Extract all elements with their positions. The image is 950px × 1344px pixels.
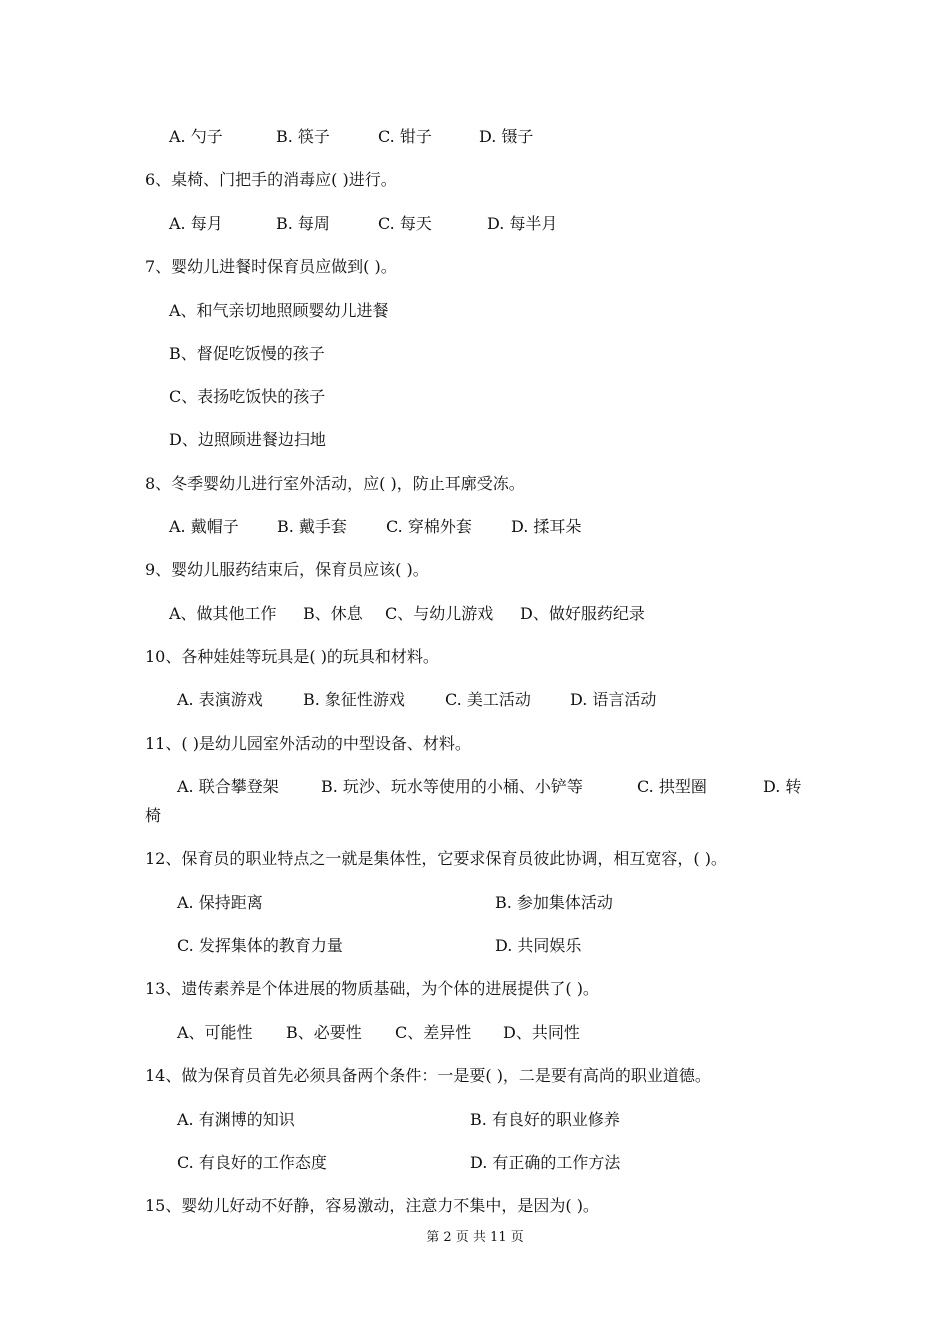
question-stem: 8、冬季婴幼儿进行室外活动，应( )，防止耳廓受冻。 (145, 474, 525, 493)
option-b: B. 筷子 (276, 127, 330, 146)
option-c: C. 钳子 (378, 127, 432, 146)
option-a: A. 勺子 (169, 127, 223, 146)
option-c: C、差异性 (395, 1023, 472, 1042)
option-c: C. 穿棉外套 (386, 517, 472, 536)
question-stem: 14、做为保育员首先必须具备两个条件：一是要( )，二是要有高尚的职业道德。 (145, 1066, 711, 1085)
option-c: C. 有良好的工作态度 (177, 1153, 327, 1172)
option-d: D、边照顾进餐边扫地 (169, 430, 326, 449)
option-d: D. 每半月 (487, 214, 558, 233)
option-d: D、共同性 (503, 1023, 580, 1042)
option-d: D. 语言活动 (570, 690, 657, 709)
question-stem: 11、( )是幼儿园室外活动的中型设备、材料。 (145, 734, 471, 753)
option-d: D. 揉耳朵 (511, 517, 582, 536)
option-a: A. 联合攀登架 (177, 777, 279, 796)
option-b: B. 戴手套 (277, 517, 347, 536)
question-stem: 9、婴幼儿服药结束后，保育员应该( )。 (145, 560, 429, 579)
question-stem: 7、婴幼儿进餐时保育员应做到( )。 (145, 257, 397, 276)
option-a: A. 有渊博的知识 (177, 1110, 295, 1129)
question-stem: 15、婴幼儿好动不好静，容易激动，注意力不集中，是因为( )。 (145, 1196, 599, 1215)
option-d: D、做好服药纪录 (520, 604, 645, 623)
option-c: C. 每天 (378, 214, 432, 233)
option-c: C、表扬吃饭快的孩子 (169, 387, 326, 406)
option-b: B. 玩沙、玩水等使用的小桶、小铲等 (321, 777, 583, 796)
option-c: C、与幼儿游戏 (385, 604, 494, 623)
option-a: A. 戴帽子 (169, 517, 239, 536)
option-b: B、休息 (303, 604, 363, 623)
option-b: B. 每周 (276, 214, 330, 233)
option-c: C. 美工活动 (445, 690, 531, 709)
option-a: A、和气亲切地照顾婴幼儿进餐 (169, 301, 389, 320)
option-d: D. 镊子 (479, 127, 534, 146)
option-d: D. 转 (763, 777, 802, 796)
option-b: B. 有良好的职业修养 (470, 1110, 620, 1129)
option-a: A. 保持距离 (177, 893, 263, 912)
question-stem: 6、桌椅、门把手的消毒应( )进行。 (145, 170, 397, 189)
option-d: D. 共同娱乐 (495, 936, 582, 955)
page-number: 第 2 页 共 11 页 (426, 1230, 524, 1245)
question-stem: 12、保育员的职业特点之一就是集体性，它要求保育员彼此协调，相互宽容，( )。 (145, 849, 727, 868)
option-a: A. 每月 (169, 214, 223, 233)
option-d-wrap: 椅 (145, 806, 162, 825)
option-b: B. 参加集体活动 (495, 893, 613, 912)
option-a: A. 表演游戏 (177, 690, 263, 709)
option-a: A、可能性 (177, 1023, 253, 1042)
question-stem: 13、遗传素养是个体进展的物质基础，为个体的进展提供了( )。 (145, 979, 599, 998)
option-b: B. 象征性游戏 (303, 690, 405, 709)
option-c: C. 拱型圈 (637, 777, 707, 796)
option-b: B、必要性 (286, 1023, 362, 1042)
option-c: C. 发挥集体的教育力量 (177, 936, 343, 955)
option-b: B、督促吃饭慢的孩子 (169, 344, 325, 363)
question-stem: 10、各种娃娃等玩具是( )的玩具和材料。 (145, 647, 439, 666)
option-a: A、做其他工作 (169, 604, 277, 623)
option-d: D. 有正确的工作方法 (470, 1153, 621, 1172)
